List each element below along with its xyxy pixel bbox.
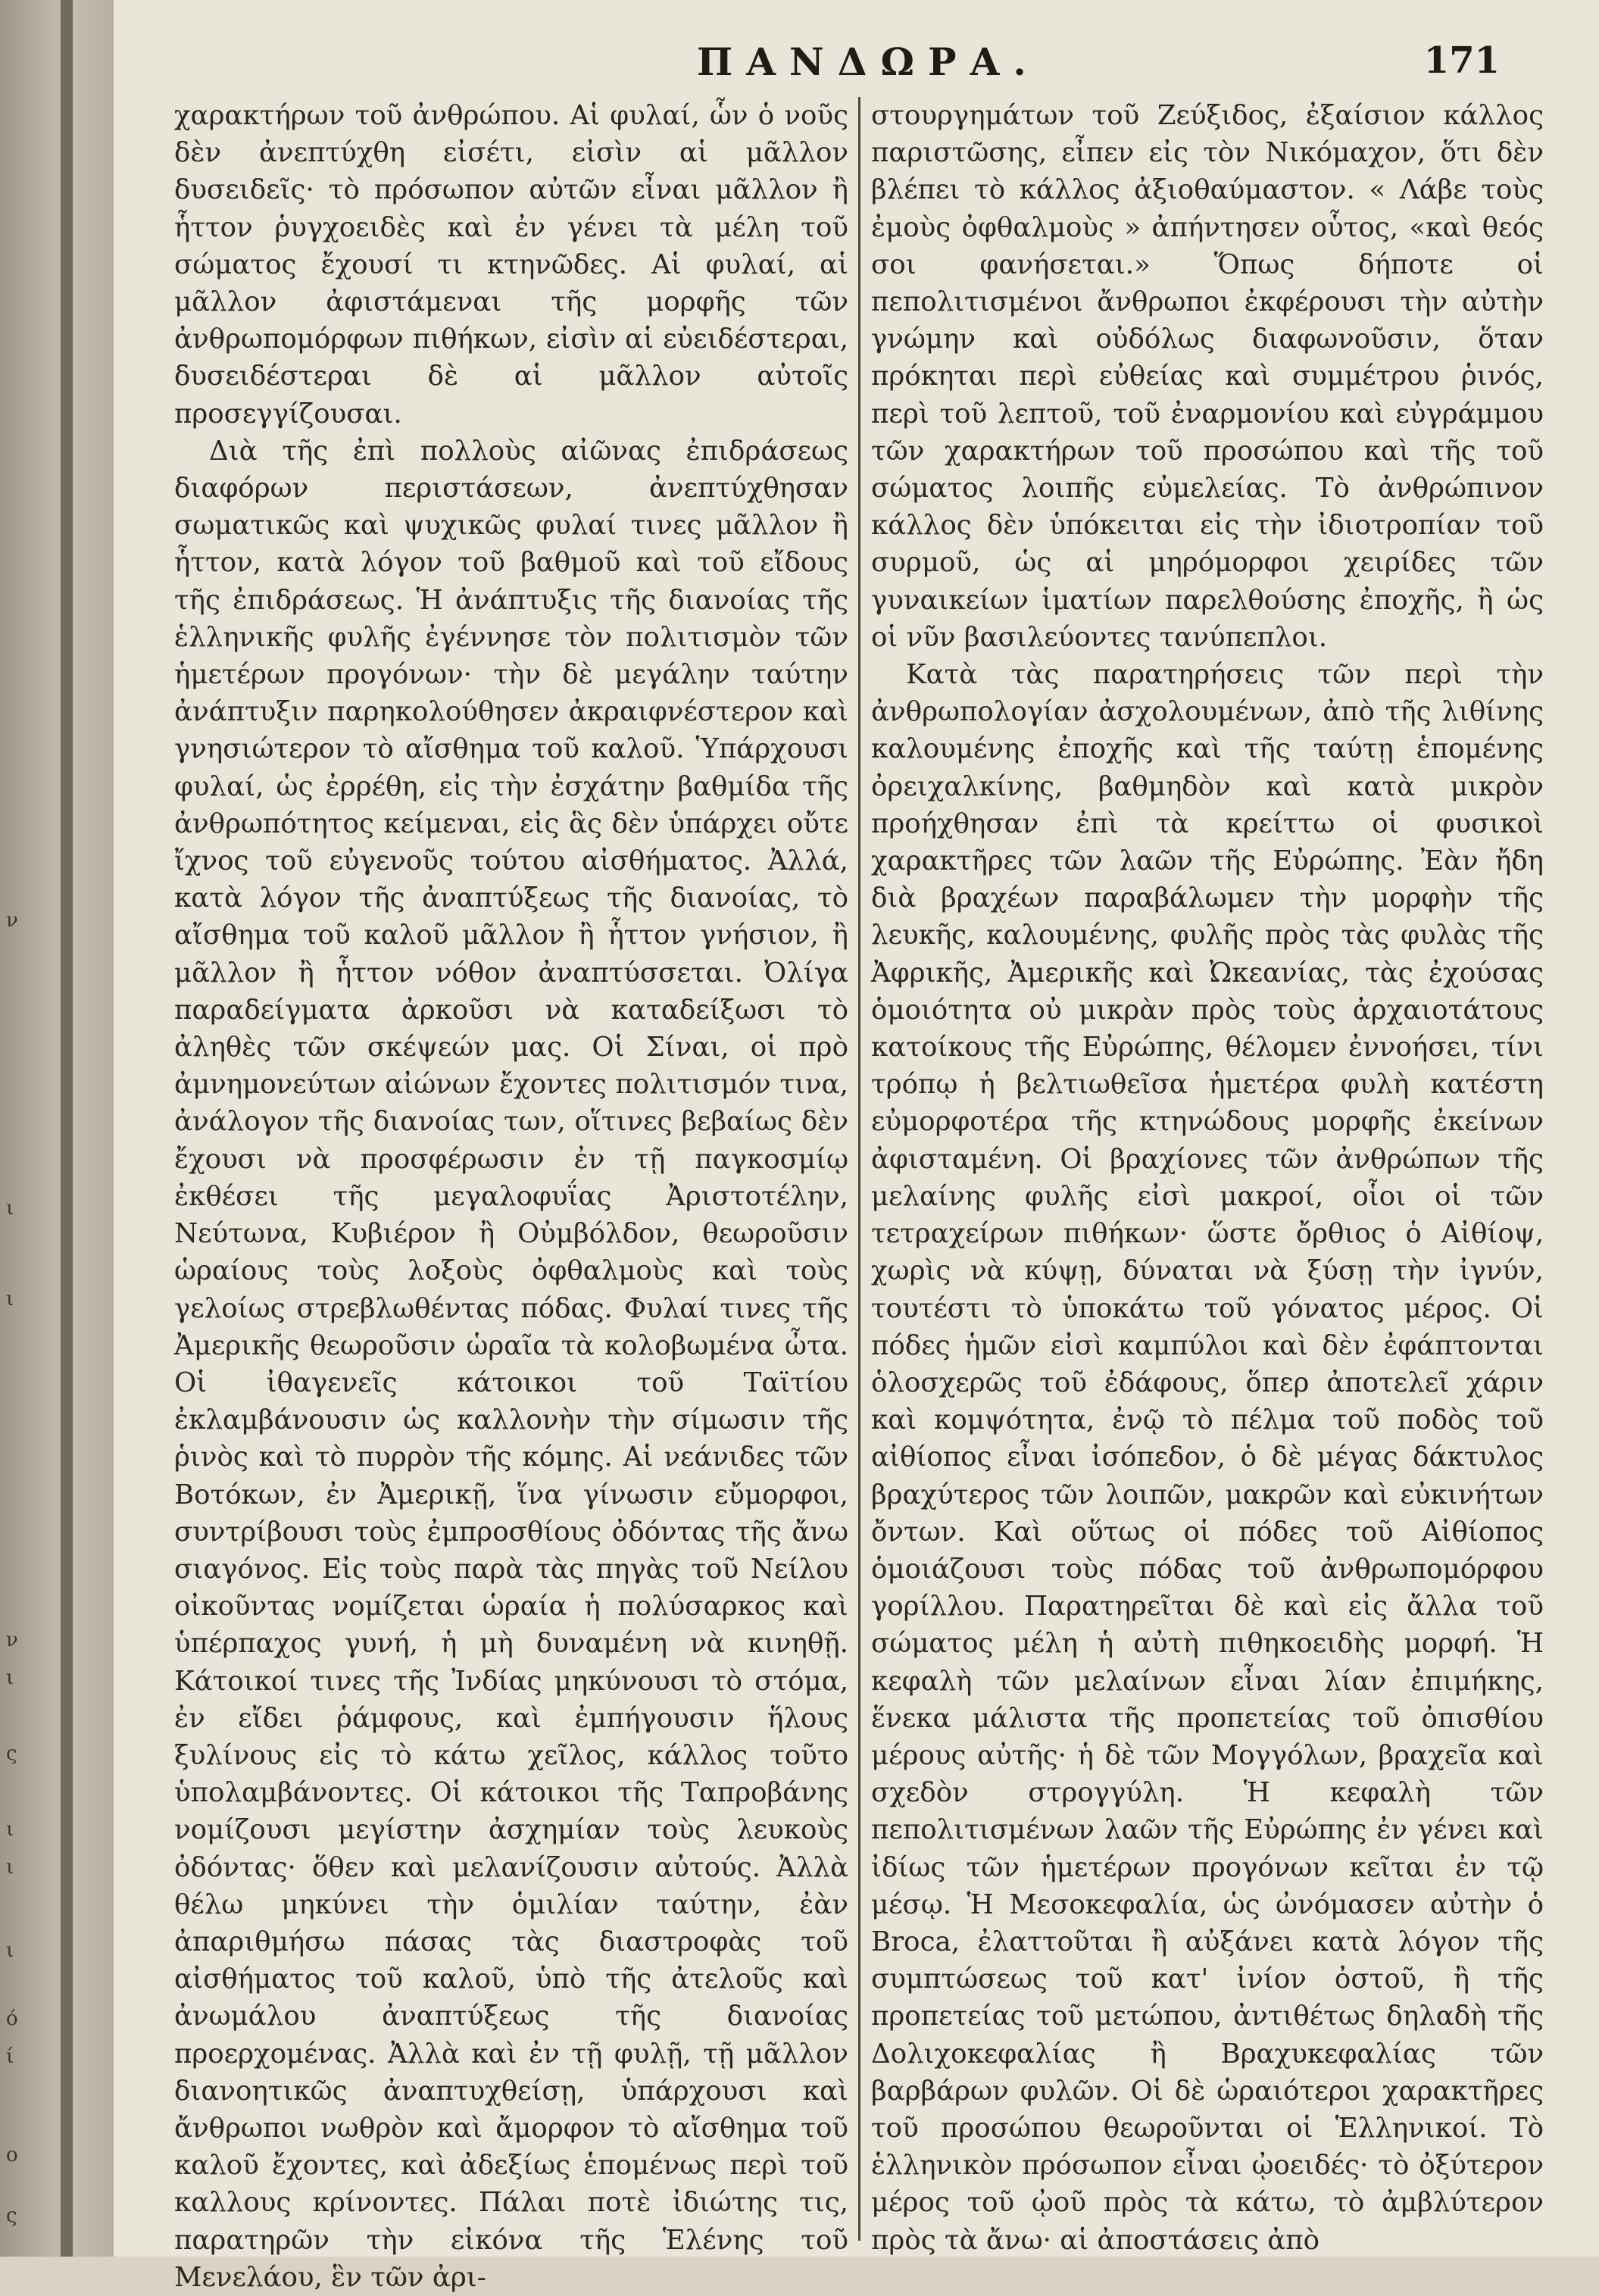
facing-page-fragment: ς: [6, 2204, 17, 2227]
facing-page-fragment: ι: [6, 1818, 14, 1841]
facing-page-fragment: ο: [6, 2144, 18, 2166]
facing-page-fragment: ς: [6, 1742, 17, 1765]
facing-page-fragment: ι: [6, 1939, 14, 1962]
facing-page-fragment: ν: [6, 909, 18, 932]
facing-page-fragment: ι: [6, 1667, 14, 1689]
facing-page-fragment: ι: [6, 1288, 14, 1310]
facing-page-fragments: [3, 0, 56, 2257]
facing-page-fragment: ν: [6, 1629, 18, 1651]
left-column: [174, 97, 848, 2293]
page-number: 171: [1423, 39, 1500, 82]
paragraph: Κατὰ τὰς παρατηρήσεις τῶν περὶ τὴν ἀνθρωπολογίαν ἀσχολουμένων, ἀπὸ τῆς λιθίνης καλουμένης ἐποχῆς καὶ τῆς ταύτῃ ἑπομένης ὀρειχαλκίνης, βαθμηδὸν καὶ κατὰ μικρὸν προήχθησαν ἐπὶ τὰ κρείττω οἱ φυσικοὶ χαρακτῆρες τῶν λαῶν τῆς Εὐρώπης. Ἐὰν ἤδη διὰ βραχέων παραβάλωμεν τὴν μορφὴν τῆς λευκῆς, καλουμένης, φυλῆς πρὸς τὰς φυλὰς τῆς Ἀφρικῆς, Ἀμερικῆς καὶ Ὠκεανίας, τὰς ἐχούσας ὁμοιότητα οὐ μικρὰν πρὸς τοὺς ἀρχαιοτάτους κατοίκους τῆς Εὐρώπης, θέλομεν ἐννοήσει, τίνι τρόπῳ ἡ βελτιωθεῖσα ἡμετέρα φυλὴ κατέστη εὐμορφοτέρα τῆς κτηνώδους μορφῆς ἐκείνων ἀφισταμένη. Οἱ βραχίονες τῶν ἀνθρώπων τῆς μελαίνης φυλῆς εἰσὶ μακροί, οἷοι οἱ τῶν τετραχείρων πιθήκων· ὥστε ὄρθιος ὁ Αἰθίοψ, χωρὶς νὰ κύψῃ, δύναται νὰ ξύσῃ τὴν ἰγνύν, τουτέστι τὸ ὑποκάτω τοῦ γόνατος μέρος. Οἱ πόδες ἡμῶν εἰσὶ καμπύλοι καὶ δὲν ἐφάπτονται ὁλοσχερῶς τοῦ ἐδάφους, ὅπερ ἀποτελεῖ χάριν καὶ κομψότητα, ἐνῷ τὸ πέλμα τοῦ ποδὸς τοῦ αἰθίοπος εἶναι ἰσόπεδον, ὁ δὲ μέγας δάκτυλος βραχύτερος τῶν λοιπῶν, μακρῶν καὶ εὐκινήτων ὄντων. Καὶ οὕτως οἱ πόδες τοῦ Αἰθίοπος ὁμοιάζουσι τοὺς πόδας τοῦ ἀνθρωπομόρφου γορίλλου. Παρατηρεῖται δὲ καὶ εἰς ἄλλα τοῦ σώματος μέλη ἡ αὐτὴ πιθηκοειδὴς μορφή. Ἡ κεφαλὴ τῶν μελαίνων εἶναι λίαν ἐπιμήκης, ἕνεκα μάλιστα τῆς προπετείας τοῦ ὀπισθίου μέρους αὐτῆς· ἡ δὲ τῶν Μογγόλων, βραχεῖα καὶ σχεδὸν στρογγύλη. Ἡ κεφαλὴ τῶν πεπολιτισμένων λαῶν τῆς Εὐρώπης ἐν γένει καὶ ἰδίως τῶν ἡμετέρων προγόνων κεῖται ἐν τῷ μέσῳ. Ἡ Μεσοκεφαλία, ὡς ὠνόμασεν αὐτὴν ὁ Broca, ἐλαττοῦται ἢ αὐξάνει κατὰ λόγον τῆς συμπτώσεως τοῦ κατ' ἰνίον ὀστοῦ, ἢ τῆς προπετείας τοῦ μετώπου, ἀντιθέτως δηλαδὴ τῆς Δολιχοκεφαλίας ἢ Βραχυκεφαλίας τῶν βαρβάρων φυλῶν. Οἱ δὲ ὡραιότεροι χαρακτῆρες τοῦ προσώπου θεωροῦνται οἱ Ἑλληνικοί. Τὸ ἑλληνικὸν πρόσωπον εἶναι ᾠοειδές· τὸ ὀξύτερον μέρος τοῦ ᾠοῦ πρὸς τὰ κάτω, τὸ ἀμβλύτερον πρὸς τὰ ἄνω· αἱ ἀποστάσεις ἀπὸ: [871, 659, 1544, 2256]
facing-page-fragment: ι: [6, 1197, 14, 1220]
paragraph: στουργημάτων τοῦ Ζεύξιδος, ἐξαίσιον κάλλος παριστῶσης, εἶπεν εἰς τὸν Νικόμαχον, ὅτι δὲν βλέπει τὸ κάλλος ἀξιοθαύμαστον. « Λάβε τοὺς ἐμοὺς ὀφθαλμοὺς » ἀπήντησεν οὗτος, «καὶ θεός σοι φανήσεται.» Ὅπως δήποτε οἱ πεπολιτισμένοι ἄνθρωποι ἐκφέρουσι τὴν αὐτὴν γνώμην καὶ οὐδόλως διαφωνοῦσιν, ὅταν πρόκηται περὶ εὐθείας καὶ συμμέτρου ῥινός, περὶ τοῦ λεπτοῦ, τοῦ ἐναρμονίου καὶ εὐγράμμου τῶν χαρακτήρων τοῦ προσώπου καὶ τῆς τοῦ σώματος λοιπῆς εὐμελείας. Τὸ ἀνθρώπινον κάλλος δὲν ὑπόκειται εἰς τὴν ἰδιοτροπίαν τοῦ συρμοῦ, ὡς αἱ μηρόμορφοι χειρίδες τῶν γυναικείων ἱματίων παρελθούσης ἐποχῆς, ἢ ὡς οἱ νῦν βασιλεύοντες τανύπεπλοι.: [871, 100, 1544, 653]
book-gutter: [0, 0, 114, 2257]
facing-page-fragment: ί: [6, 2045, 14, 2068]
running-title: ΠΑΝΔΩΡΑ.: [697, 39, 1040, 84]
binding-spine: [61, 0, 73, 2257]
facing-page-fragment: ό: [6, 2007, 18, 2030]
paragraph: Διὰ τῆς ἐπὶ πολλοὺς αἰῶνας ἐπιδράσεως διαφόρων περιστάσεων, ἀνεπτύχθησαν σωματικῶς καὶ ψυχικῶς φυλαί τινες μᾶλλον ἢ ἧττον, κατὰ λόγον τοῦ βαθμοῦ καὶ τοῦ εἴδους τῆς ἐπιδράσεως. Ἡ ἀνάπτυξις τῆς διανοίας τῆς ἑλληνικῆς φυλῆς ἐγέννησε τὸν πολιτισμὸν τῶν ἡμετέρων προγόνων· τὴν δὲ μεγάλην ταύτην ἀνάπτυξιν παρηκολούθησεν ἀκραιφνέστερον καὶ γνησιώτερον τὸ αἴσθημα τοῦ καλοῦ. Ὑπάρχουσι φυλαί, ὡς ἐρρέθη, εἰς τὴν ἐσχάτην βαθμίδα τῆς ἀνθρωπότητος κείμεναι, εἰς ἃς δὲν ὑπάρχει οὔτε ἴχνος τοῦ εὐγενοῦς τούτου αἰσθήματος. Ἀλλά, κατὰ λόγον τῆς ἀναπτύξεως τῆς διανοίας, τὸ αἴσθημα τοῦ καλοῦ μᾶλλον ἢ ἧττον γνήσιον, ἢ μᾶλλον ἢ ἧττον νόθον ἀναπτύσσεται. Ὀλίγα παραδείγματα ἀρκοῦσι νὰ καταδείξωσι τὸ ἀληθὲς τῶν σκέψεών μας. Οἱ Σίναι, οἱ πρὸ ἀμνημονεύτων αἰώνων ἔχοντες πολιτισμόν τινα, ἀνάλογον τῆς διανοίας των, οἵτινες βεβαίως δὲν ἔχουσι νὰ προσφέρωσιν ἐν τῇ παγκοσμίῳ ἐκθέσει τῆς μεγαλοφυΐας Ἀριστοτέλην, Νεύτωνα, Κυβιέρον ἢ Οὐμβόλδον, θεωροῦσιν ὡραίους τοὺς λοξοὺς ὀφθαλμοὺς καὶ τοὺς γελοίως στρεβλωθέντας πόδας. Φυλαί τινες τῆς Ἀμερικῆς θεωροῦσιν ὡραῖα τὰ κολοβωμένα ὦτα. Οἱ ἰθαγενεῖς κάτοικοι τοῦ Ταϊτίου ἐκλαμβάνουσιν ὡς καλλονὴν τὴν σίμωσιν τῆς ῥινὸς καὶ τὸ πυρρὸν τῆς κόμης. Αἱ νεάνιδες τῶν Βοτόκων, ἐν Ἀμερικῇ, ἵνα γίνωσιν εὔμορφοι, συντρίβουσι τοὺς ἐμπροσθίους ὀδόντας τῆς ἄνω σιαγόνος. Εἰς τοὺς παρὰ τὰς πηγὰς τοῦ Νείλου οἰκοῦντας νομίζεται ὡραία ἡ πολύσαρκος καὶ ὑπέρπαχος γυνή, ἡ μὴ δυναμένη νὰ κινηθῇ. Κάτοικοί τινες τῆς Ἰνδίας μηκύνουσι τὸ στόμα, ἐν εἴδει ῥάμφους, καὶ ἐμπήγουσιν ἥλους ξυλίνους εἰς τὸ κάτω χεῖλος, κάλλος τοῦτο ὑπολαμβάνοντες. Οἱ κάτοικοι τῆς Ταπροβάνης νομίζουσι μεγίστην ἀσχημίαν τοὺς λευκοὺς ὀδόντας· ὅθεν καὶ μελανίζουσιν αὐτούς. Ἀλλὰ θέλω μηκύνει τὴν ὁμιλίαν ταύτην, ἐὰν ἀπαριθμήσω πάσας τὰς διαστροφὰς τοῦ αἰσθήματος τοῦ καλοῦ, ὑπὸ τῆς ἀτελοῦς καὶ ἀνωμάλου ἀναπτύξεως τῆς διανοίας προερχομένας. Ἀλλὰ καὶ ἐν τῇ φυλῇ, τῇ μᾶλλον διανοητικῶς ἀναπτυχθείσῃ, ὑπάρχουσι καὶ ἄνθρωποι νωθρὸν καὶ ἄμορφον τὸ αἴσθημα τοῦ καλοῦ ἔχοντες, καὶ ἀδεξίως ἑπομένως περὶ τοῦ καλλους κρίνοντες. Πάλαι ποτὲ ἰδιώτης τις, παρατηρῶν τὴν εἰκόνα τῆς Ἑλένης τοῦ Μενελάου, ἓν τῶν ἀρι-: [174, 435, 848, 2293]
column-divider: [858, 97, 860, 2241]
facing-page-fragment: ι: [6, 1856, 14, 1879]
journal-page: [114, 0, 1599, 2293]
right-column: [871, 97, 1544, 2256]
paragraph: χαρακτήρων τοῦ ἀνθρώπου. Αἱ φυλαί, ὧν ὁ νοῦς δὲν ἀνεπτύχθη εἰσέτι, εἰσὶν αἱ μᾶλλον δυσειδεῖς· τὸ πρόσωπον αὐτῶν εἶναι μᾶλλον ἢ ἧττον ῥυγχοειδὲς καὶ ἐν γένει τὰ μέλη τοῦ σώματος ἔχουσί τι κτηνῶδες. Αἱ φυλαί, αἱ μᾶλλον ἀφιστάμεναι τῆς μορφῆς τῶν ἀνθρωπομόρφων πιθήκων, εἰσὶν αἱ εὐειδέστεραι, δυσειδέστεραι δὲ αἱ μᾶλλον αὐτοῖς προσεγγίζουσαι.: [174, 100, 848, 430]
page-header: [697, 39, 1500, 85]
